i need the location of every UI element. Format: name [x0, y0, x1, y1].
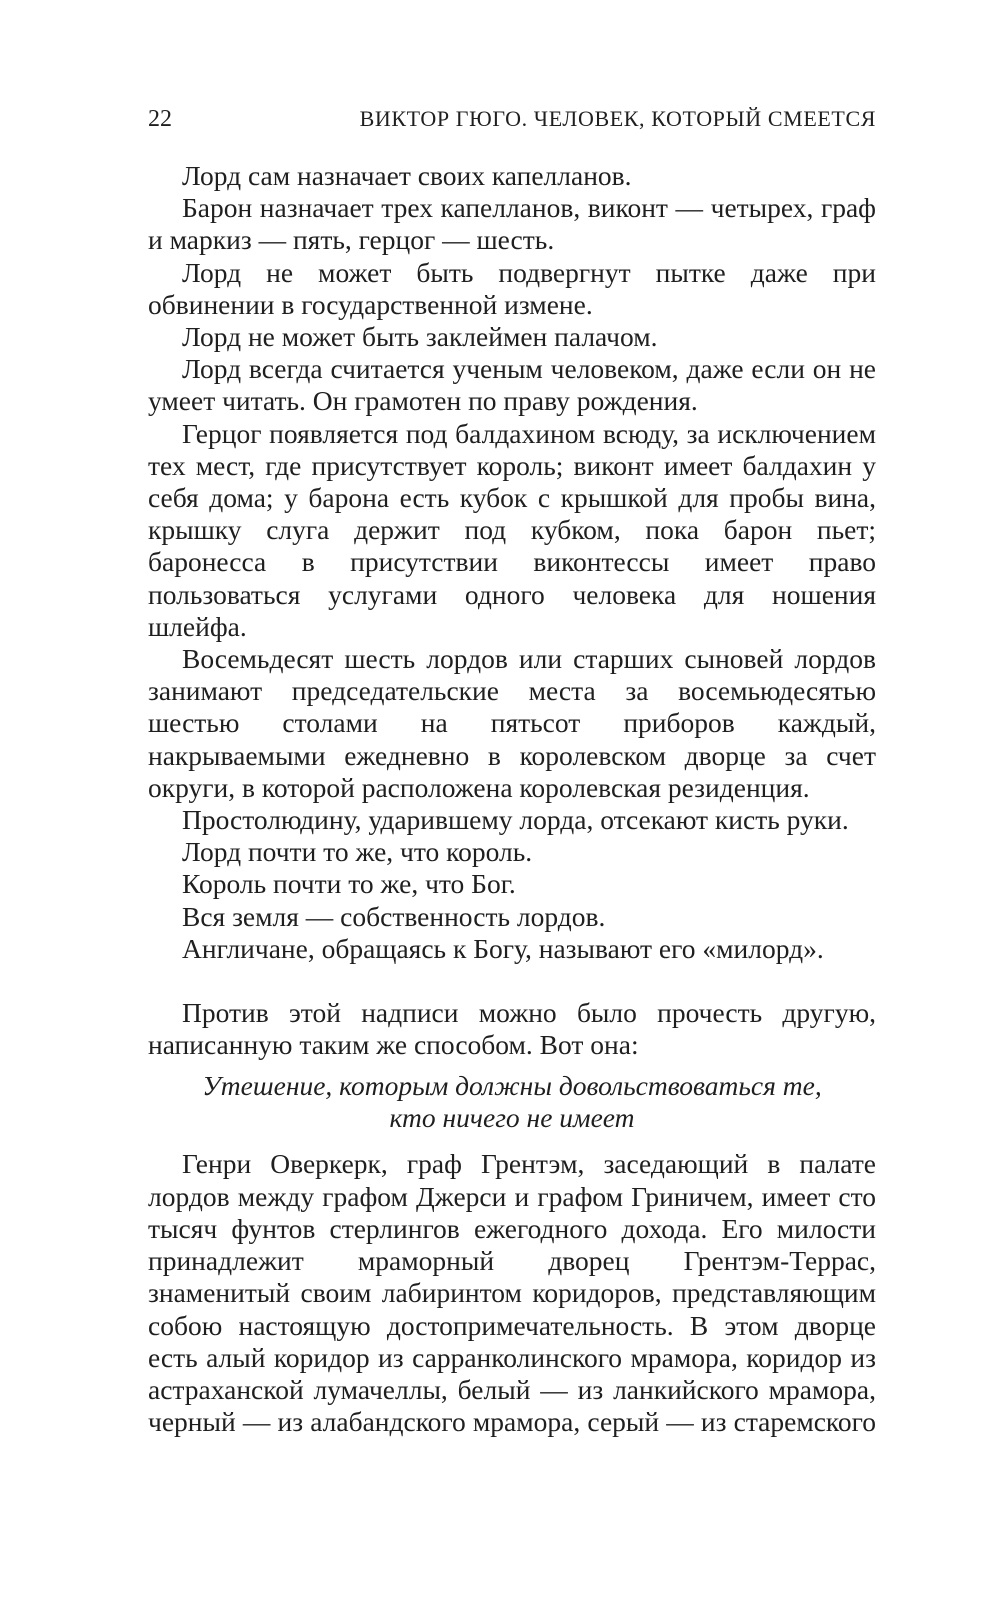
transition-paragraph: Против этой надписи можно было прочесть другую, написанную таким же способом. Вот она: [148, 997, 876, 1061]
running-title: ВИКТОР ГЮГО. ЧЕЛОВЕК, КОТОРЫЙ СМЕЕТСЯ [359, 106, 876, 131]
paragraph: Лорд не может быть подвергнут пытке даже при обвинении в государственной измене. [148, 256, 876, 320]
page-number: 22 [148, 106, 172, 132]
paragraph: Вся земля — собственность лордов. [182, 900, 606, 932]
inscription-heading [148, 1061, 876, 1148]
paragraph: Лорд сам назначает своих капелланов. [182, 160, 632, 191]
running-head [148, 100, 876, 140]
paragraph: Герцог появляется под балдахином всюду, за исключением тех мест, где присутствует король; виконт имеет балдахин у себя дома; у барона есть кубок с крышкой для пробы вина, крышку слуга держит под кубком, пока барон пьет; баронесса в присутствии виконтессы имеет право пользоваться услугами одного человека для ношения шлейфа. [148, 417, 876, 642]
paragraph: Лорд почти то же, что король. [182, 836, 533, 868]
paragraph: Лорд не может быть заклеймен палачом. [182, 321, 658, 353]
book-page [148, 100, 876, 1438]
paragraph: Восемьдесят шесть лордов или старших сыновей лордов занимают председательские места за восемьюдесятью шестью столами на пятьсот приборов каждый, накрываемыми ежедневно в королевском дворце за счет округи, в которой расположена королевская резиденция. [148, 643, 876, 803]
paragraph: Простолюдину, ударившему лорда, отсекают кисть руки. [182, 804, 849, 836]
paragraph: Король почти то же, что Бог. [182, 868, 516, 900]
page-body [148, 160, 876, 1438]
final-paragraph: Генри Оверкерк, граф Грентэм, заседающий в палате лордов между графом Джерси и графом Гриничем, имеет сто тысяч фунтов стерлингов ежегодного дохода. Его милости принадлежит мраморный дворец Грентэм-Террас, знаменитый своим лабиринтом коридоров, представляющим собою настоящую достопримечательность. В этом дворце есть алый коридор из сарранколинского мрамора, коридор из астраханской лумачеллы, белый — из ланкийского мрамора, черный — из алабандского мрамора, серый — из старемского [148, 1148, 876, 1438]
paragraph: Лорд всегда считается ученым человеком, даже если он не умеет читать. Он грамотен по праву рождения. [148, 353, 876, 417]
heading-line-2: кто ничего не имеет [389, 1102, 635, 1134]
paragraph: Барон назначает трех капелланов, виконт — четырех, граф и маркиз — пять, герцог — шесть. [148, 192, 876, 256]
section-gap [148, 965, 876, 997]
paragraph: Англичане, обращаясь к Богу, называют его «милорд». [182, 932, 824, 964]
heading-line-1: Утешение, которым должны довольствоваться те, [202, 1070, 822, 1102]
